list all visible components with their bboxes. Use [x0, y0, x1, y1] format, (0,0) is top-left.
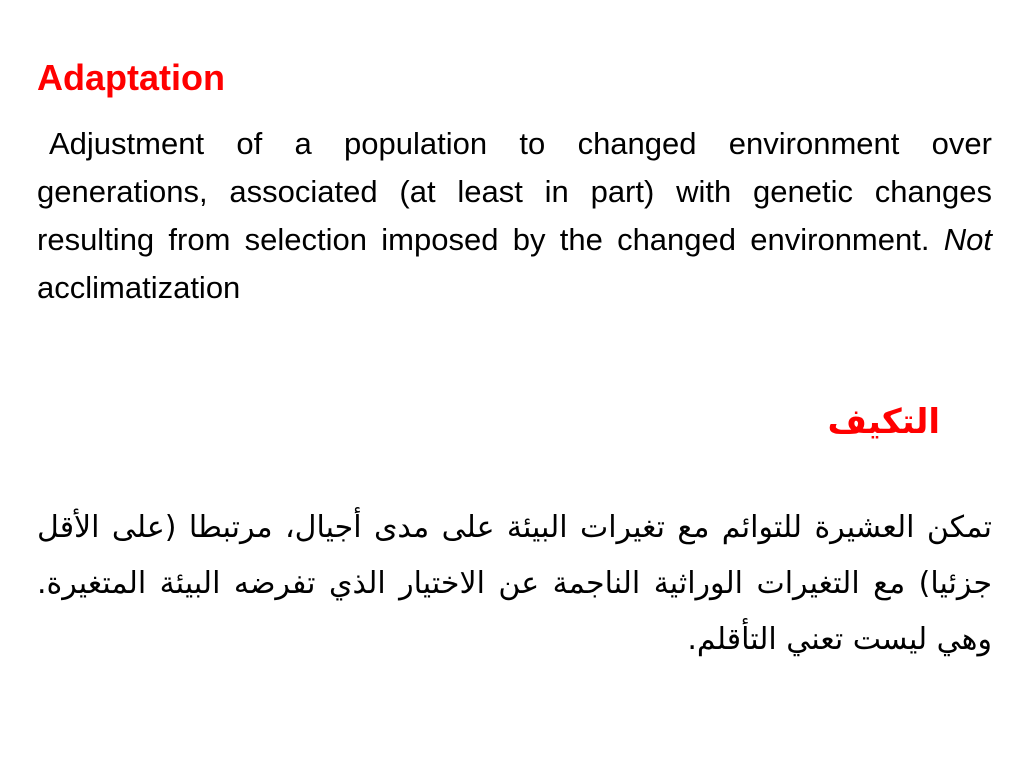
english-definition-main: Adjustment of a population to changed environment over generations, associated (at least in part) with genetic changes resulting from selection imposed by the changed environment. — [37, 126, 992, 257]
english-title: Adaptation — [37, 57, 225, 98]
english-definition-tail: acclimatization — [37, 270, 241, 305]
arabic-definition: تمكن العشيرة للتوائم مع تغيرات البيئة على مدى أجيال، مرتبطا (على الأقل جزئيا) مع التغيرات الوراثية الناجمة عن الاختيار الذي تفرضه البيئة المتغيرة. وهي ليست تعني التأقلم. — [37, 510, 992, 657]
arabic-title: التكيف — [827, 402, 940, 442]
english-definition — [37, 120, 992, 312]
english-definition-emphasis: Not — [943, 222, 992, 257]
